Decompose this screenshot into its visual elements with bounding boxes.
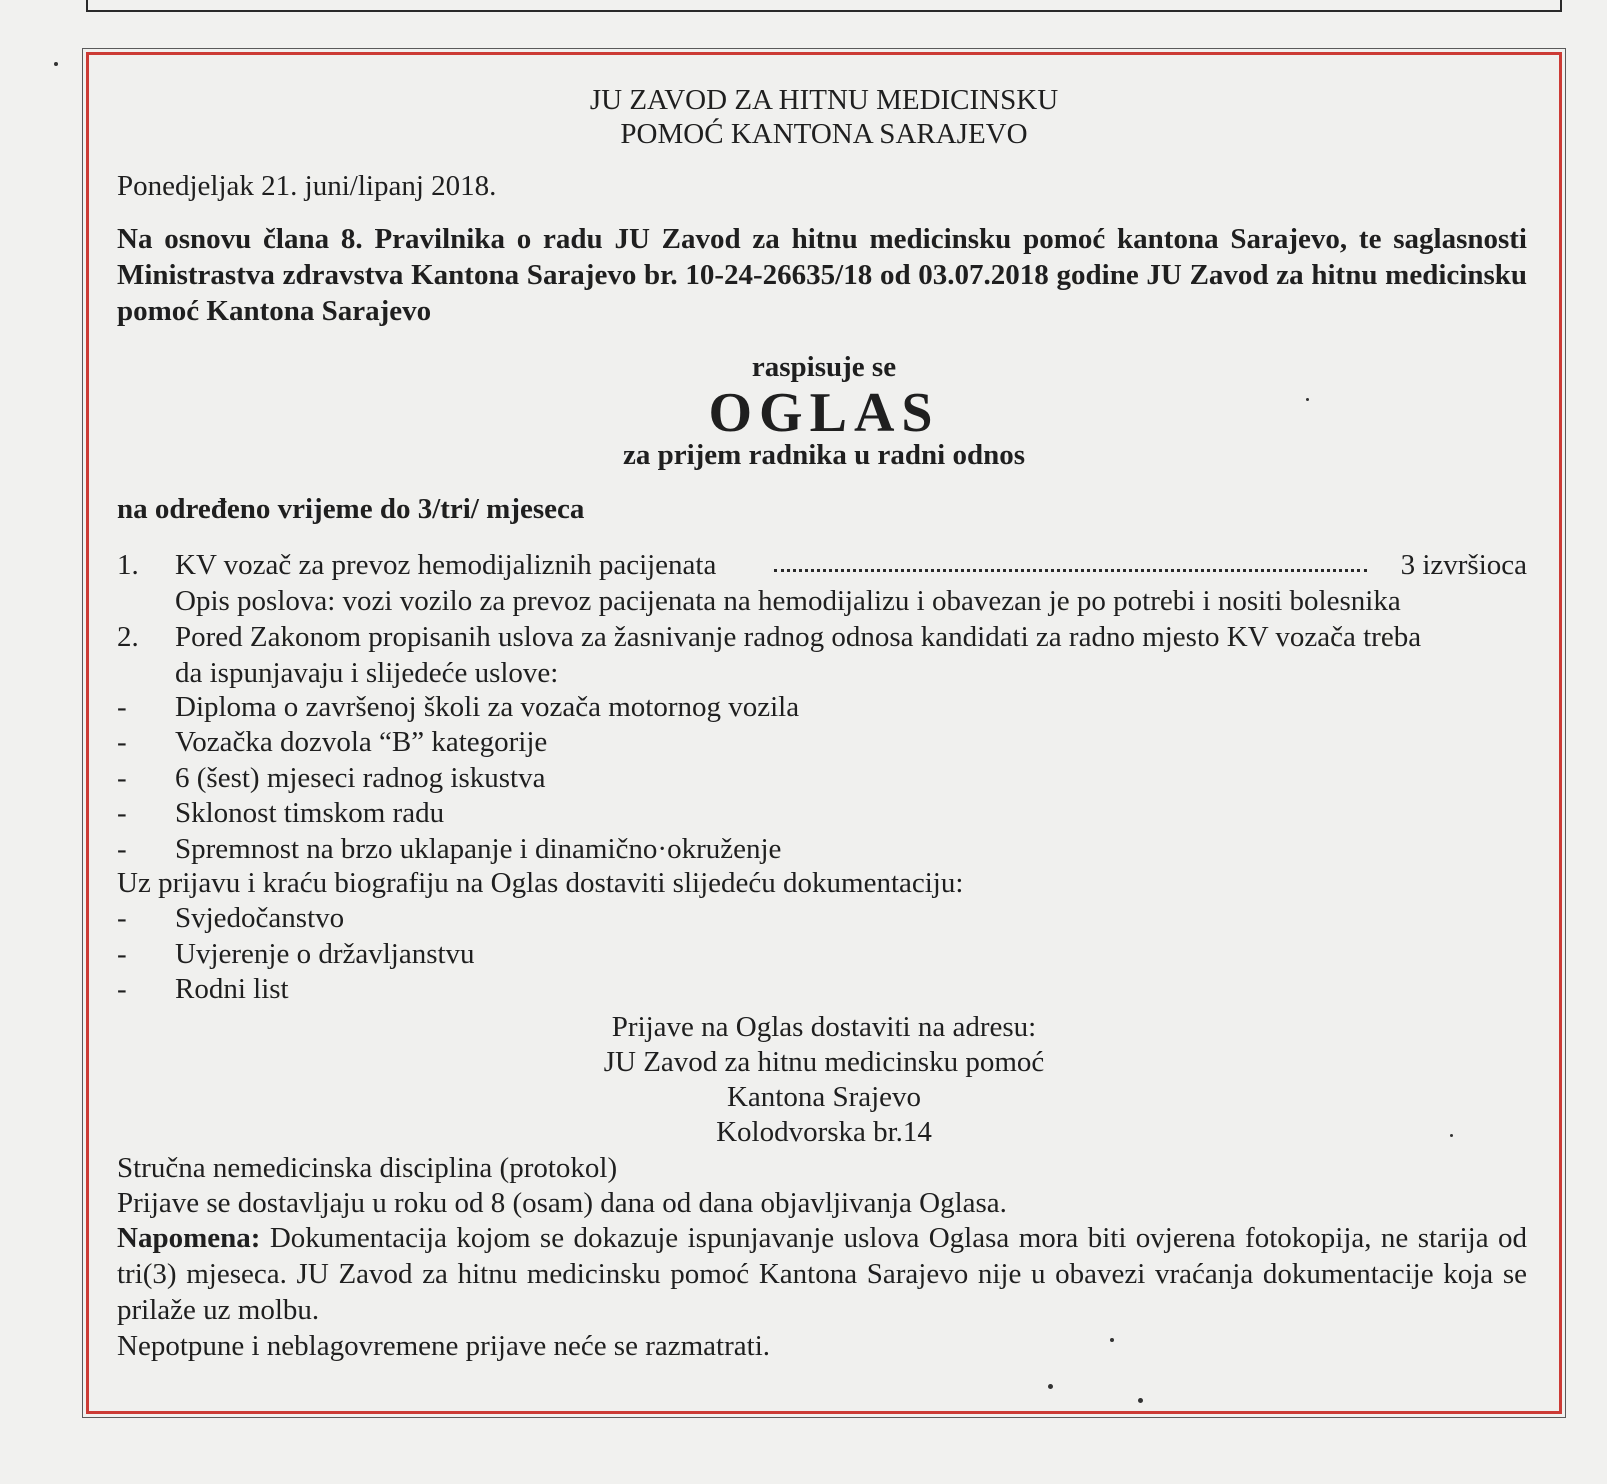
bullet-dash: - [117,762,127,794]
print-speck [1138,1398,1143,1403]
position-title: KV vozač za prevoz hemodijaliznih pacijenata [175,549,717,581]
intro-paragraph: Na osnovu člana 8. Pravilnika o radu JU Zavod za hitnu medicinsku pomoć kantona Sarajevo, te saglasnosti Ministrastva zdravstva Kantona Sarajevo br. 10-24-26635/18 od 03.07.2018 godine JU Zavod za hitnu medicinsku pomoć Kantona Sarajevo [117,223,1527,327]
note-text: Dokumentacija kojom se dokazuje ispunjavanje uslova Oglasa mora biti ovjerena fotokopija, ne starija od tri(3) mjeseca. JU Zavod za hitnu medicinsku pomoć Kantona Sarajevo nije u obavezi vraćanja dokumentacije koja se prilaže uz molbu. [117,1222,1527,1326]
address-line3: Kantona Srajevo [726,1081,922,1113]
print-speck [1110,1338,1114,1342]
institution-name-line2: POMOĆ KANTONA SARAJEVO [620,118,1028,150]
print-speck [1306,398,1309,401]
note-paragraph [117,1220,1527,1328]
item-number: 2. [117,621,139,653]
previous-ad-border [86,0,1562,12]
documents-intro: Uz prijavu i kraću biografiju na Oglas dostaviti slijedeću dokumentaciju: [117,867,964,899]
final-note: Nepotpune i neblagovremene prijave neće se razmatrati. [117,1330,770,1362]
bullet-dash: - [117,938,127,970]
note-label: Napomena: [117,1222,261,1254]
bullet-dash: - [117,973,127,1005]
print-speck [54,62,58,66]
date: Ponedjeljak 21. juni/lipanj 2018. [117,170,497,202]
bullet-dash: - [117,691,127,723]
item-number: 1. [117,549,139,581]
raspisuje-heading: raspisuje se [751,351,897,383]
bullet-dash: - [117,726,127,758]
deadline-line: Prijave se dostavljaju u roku od 8 (osam) dana od dana objavljivanja Oglasa. [117,1187,1007,1219]
address-line4: Kolodvorska br.14 [716,1116,932,1148]
dot-leader [774,569,1367,572]
position-count: 3 izvršioca [1400,549,1527,581]
institution-name-line1: JU ZAVOD ZA HITNU MEDICINSKU [589,84,1059,116]
bullet-dash: - [117,902,127,934]
oglas-subtitle: za prijem radnika u radni odnos [622,439,1026,471]
discipline-line: Stručna nemedicinska disciplina (protokol) [117,1152,618,1184]
oglas-title: OGLAS [708,382,940,444]
bullet-dash: - [117,833,127,865]
period-heading: na određeno vrijeme do 3/tri/ mjeseca [117,493,585,525]
print-speck [1048,1384,1053,1389]
address-line1: Prijave na Oglas dostaviti na adresu: [611,1011,1037,1043]
print-speck [1450,1134,1453,1137]
address-line2: JU Zavod za hitnu medicinsku pomoć [603,1046,1045,1078]
job-ad-frame: JU ZAVOD ZA HITNU MEDICINSKU POMOĆ KANTONA SARAJEVO Ponedjeljak 21. juni/lipanj 2018. Na osnovu člana 8. Pravilnika o radu JU Zavod za hitnu medicinsku pomoć kantona Sarajevo, te saglasnosti Ministrastva zdravstva Kantona Sarajevo br. 10-24-26635/18 od 03.07.2018 godine JU Zavod za hitnu medicinsku pomoć Kantona Sarajevo raspisuje se OGLAS za prijem radnika u radni odnos na određeno vrijeme do 3/tri/ mjeseca 1. KV vozač za prevoz hemodijaliznih pacijenata 3 izvršioca Opis poslova: vozi vozilo za prevoz pacijenata na hemodijalizu i obavezan je po potrebi i nositi bolesnika 2. Pored Zakonom propisanih uslova za žasnivanje radnog odnosa kandidati za radno mjesto KV vozača treba da ispunjavaju i slijedeće uslove: - Diploma o završenoj školi za vozača motornog vozila - Vozačka dozvola “B” kategorije - 6 (šest) mjeseci radnog iskustva - Sklonost timskom radu - Spremnost na brzo uklapanje i dinamično·okruženje Uz prijavu i kraću biografiju na Oglas dostaviti slijedeću dokumentaciju: - Svjedočanstvo - Uvjerenje o državljanstvu - Rodni list Prijave na Oglas dostaviti na adresu: JU Zavod za hitnu medicinsku pomoć Kantona Srajevo Kolodvorska br.14 Stručna nemedicinska disciplina (protokol) Prijave se dostavljaju u roku od 8 (osam) dana od dana objavljivanja Oglasa. Napomena: Dokumentacija kojom se dokazuje ispunjavanje uslova Oglasa mora biti ovjerena fotokopija, ne starija od tri(3) mjeseca. JU Zavod za hitnu medicinsku pomoć Kantona Sarajevo nije u obavezi vraćanja dokumentacije koja se prilaže uz molbu. Nepotpune i neblagovremene prijave neće se razmatrati. [86,52,1562,1414]
bullet-dash: - [117,797,127,829]
